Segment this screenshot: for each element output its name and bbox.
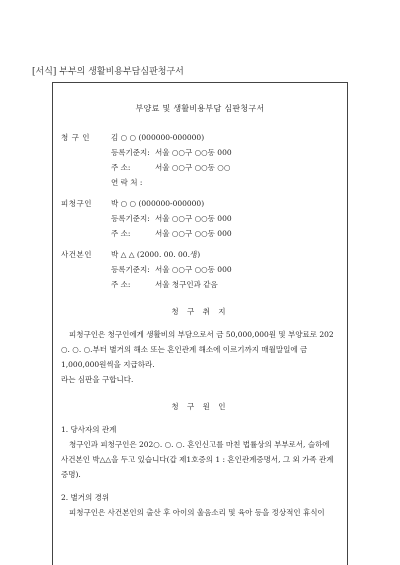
- respondent-name: 박 ○ ○ (000000-000000): [111, 199, 205, 208]
- purpose-closing: 라는 심판을 구합니다.: [61, 375, 134, 384]
- section1-title: 1. 당사자의 관계: [61, 425, 117, 434]
- purpose-paragraph: 피청구인은 청구인에게 생활비의 부담으로서 금 50,000,000원 및 부양료로 202 ○. ○. ○.부터 별거의 해소 또는 혼인관계 해소에 이르기까지 매월말일에 금 1,000,000원씩을 지급하라.: [61, 330, 334, 369]
- claimant-name: 김 ○ ○ (000000-000000): [111, 133, 205, 142]
- principal-name: 박 △ △ (2000. 00. 00.생): [111, 250, 201, 259]
- claimant-contact-key: 연 락 처 :: [111, 178, 143, 187]
- principal-block: [61, 247, 339, 292]
- claimant-address-value: 서울 ○○구 ○○동 ○○: [155, 163, 231, 172]
- respondent-registry-value: 서울 ○○구 ○○동 000: [155, 214, 232, 223]
- claimant-registry-key: 등록기준지:: [111, 148, 150, 157]
- document-title: 부양료 및 생활비용부담 심판청구서: [135, 104, 265, 113]
- principal-registry-value: 서울 ○○구 ○○동 000: [155, 265, 232, 274]
- form-caption: [서식] 부부의 생활비용부담심판청구서: [32, 67, 184, 77]
- cause-heading: 청 구 원 인: [171, 402, 229, 411]
- respondent-address-key: 주 소:: [111, 229, 131, 238]
- section1-body: 청구인과 피청구인은 202○. ○. ○. 혼인신고를 마친 법률상의 부부로서, 슬하에 사건본인 박△△을 두고 있습니다(갑 제1호증의 1 : 혼인관계증명서, 그 외 가족 관계 증명).: [61, 440, 334, 479]
- principal-registry-key: 등록기준지:: [111, 265, 150, 274]
- principal-address-value: 서울 청구인과 같음: [155, 280, 218, 289]
- purpose-heading: 청 구 취 지: [171, 307, 229, 316]
- claimant-address-key: 주 소:: [111, 163, 131, 172]
- principal-address-key: 주 소:: [111, 280, 131, 289]
- document-sheet: [52, 82, 348, 565]
- claimant-registry-value: 서울 ○○구 ○○동 000: [155, 148, 232, 157]
- section2-title: 2. 별거의 경위: [61, 493, 110, 502]
- section2-body: 피청구인은 사건본인의 출산 후 아이의 울음소리 및 육아 등을 정상적인 휴식이: [69, 508, 325, 517]
- respondent-address-value: 서울 ○○구 ○○동 000: [155, 229, 232, 238]
- respondent-label: 피청구인: [61, 199, 92, 208]
- principal-label: 사건본인: [61, 250, 92, 259]
- respondent-block: [61, 196, 339, 241]
- respondent-registry-key: 등록기준지:: [111, 214, 150, 223]
- claimant-block: [61, 130, 339, 190]
- claimant-label: 청 구 인: [61, 133, 91, 142]
